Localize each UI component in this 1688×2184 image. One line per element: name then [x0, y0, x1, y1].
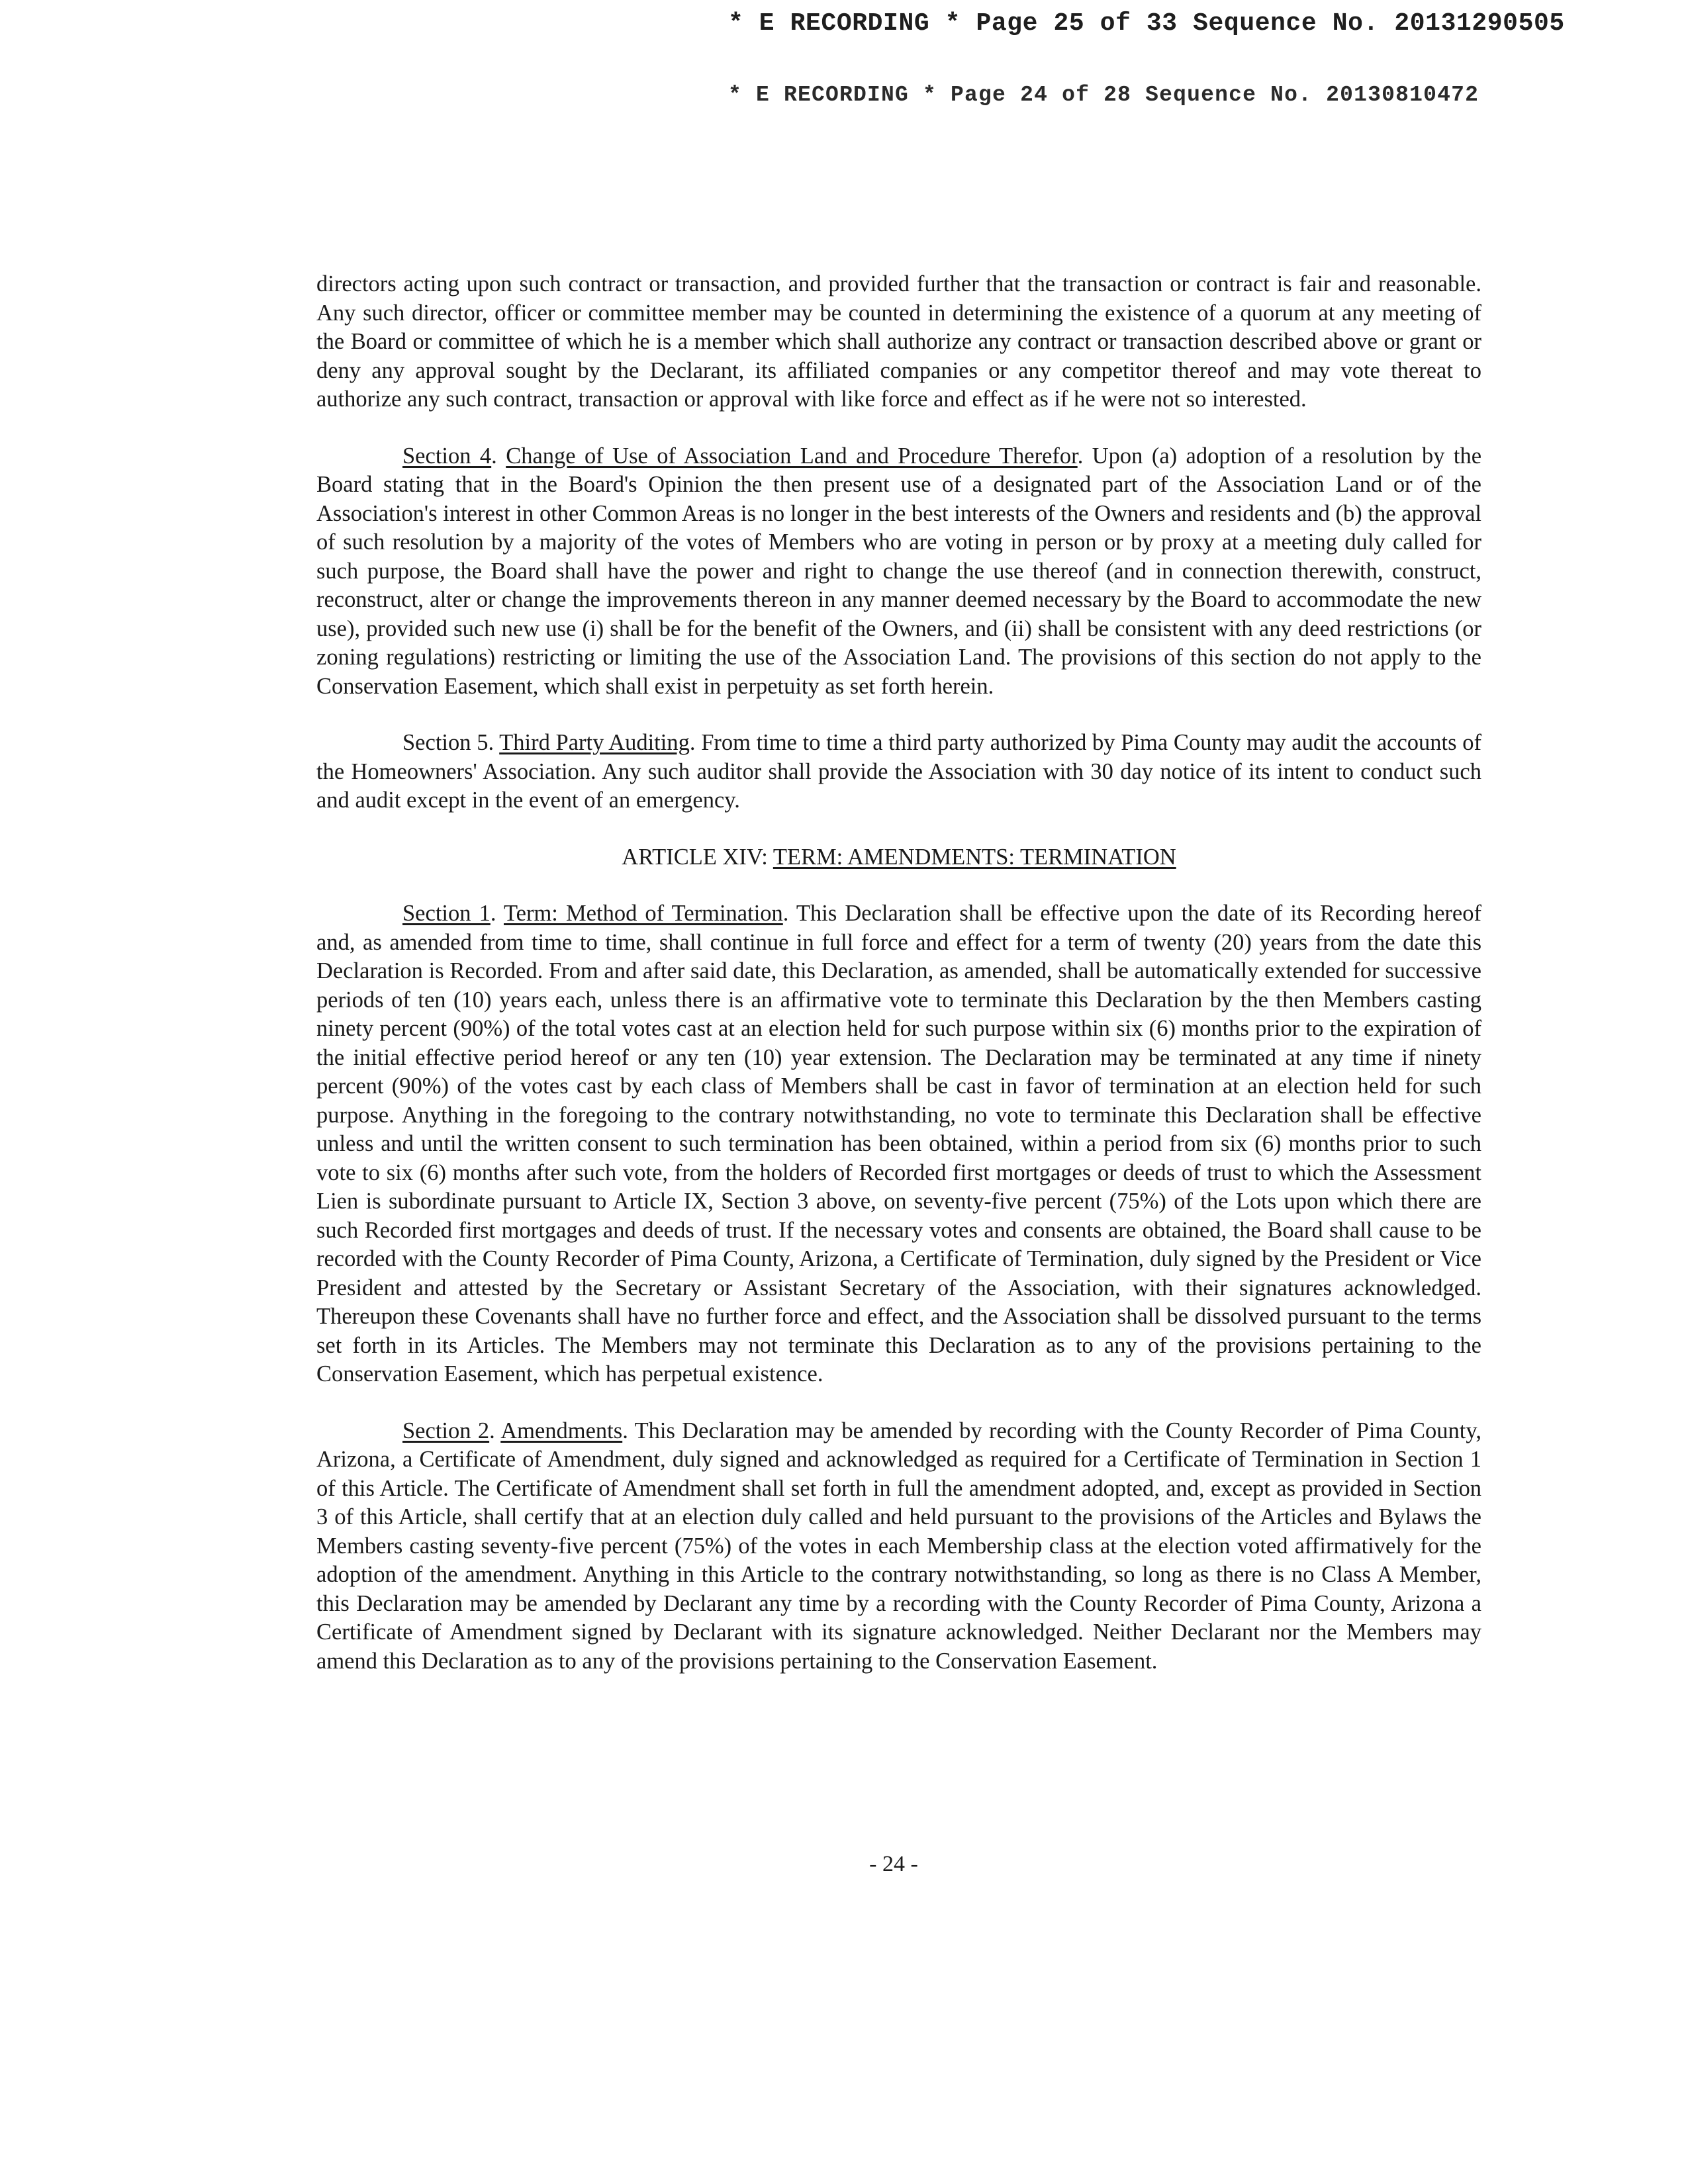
article-section-2-label: Section 2 [402, 1418, 490, 1443]
page-number: - 24 - [869, 1852, 918, 1876]
article-section-1-paragraph: Section 1. Term: Method of Termination. This Declaration shall be effective upon the date of its Recording hereof and, as amended from time to time, shall continue in full force and effect for a term of twenty (20) years from the date this Declaration is Recorded. From and after said date, this Declaration, as amended, shall be automatically extended for successive periods of ten (10) years each, unless there is an affirmative vote to terminate this Declaration by the then Members casting ninety percent (90%) of the total votes cast at an election held for such purpose within six (6) months prior to the expiration of the initial effective period hereof or any ten (10) year extension. The Declaration may be terminated at any time if ninety percent (90%) of the votes cast by each class of Members shall be cast in favor of termination at an election held for such purpose. Anything in the foregoing to the contrary notwithstanding, no vote to terminate this Declaration shall be effective unless and until the written consent to such termination has been obtained, within a period from six (6) months prior to such vote to six (6) months after such vote, from the holders of Recorded first mortgages or deeds of trust to which the Assessment Lien is subordinate pursuant to Article IX, Section 3 above, on seventy-five percent (75%) of the Lots upon which there are such Recorded first mortgages and deeds of trust. If the necessary votes and consents are obtained, the Board shall cause to be recorded with the County Recorder of Pima County, Arizona, a Certificate of Termination, duly signed by the President or Vice President and attested by the Secretary or Assistant Secretary of the Association, with their signatures acknowledged. Thereupon these Covenants shall have no further force and effect, and the Association shall be dissolved pursuant to the terms set forth in its Articles. The Members may not terminate this Declaration as to any of the provisions pertaining to the Conservation Easement, which has perpetual existence. [316, 901, 1481, 1387]
article-section-2-paragraph: Section 2. Amendments. This Declaration may be amended by recording with the County Recorder of Pima County, Arizona, a Certificate of Amendment, duly signed and acknowledged as required for a Certificate of Termination in Section 1 of this Article. The Certificate of Amendment shall set forth in full the amendment adopted, and, except as provided in Section 3 of this Article, shall certify that at an election duly called and held pursuant to the provisions of the Articles and Bylaws the Members casting seventy-five percent (75%) of the votes in each Membership class at the election voted affirmatively for the adoption of the amendment. Anything in this Article to the contrary notwithstanding, so long as there is no Class A Member, this Declaration may be amended by Declarant any time by a recording with the County Recorder of Pima County, Arizona a Certificate of Amendment signed by Declarant with its signature acknowledged. Neither Declarant nor the Members may amend this Declaration as to any of the provisions pertaining to the Conservation Easement. [316, 1418, 1481, 1674]
article-section-2-title: Amendments [500, 1418, 623, 1443]
section-4-text: Upon (a) adoption of a resolution by the Board stating that in the Board's Opinion the then present use of a designated part of the Association Land or of the Association's interest in other Common Areas is no longer in the best interests of the Owners and residents and (b) the approval of such resolution by a majority of the votes of Members who are voting in person or by proxy at a meeting duly called for such purpose, the Board shall have the power and right to change the use thereof (and in connection therewith, construct, reconstruct, alter or change the improvements thereon in any manner deemed necessary by the Board to accommodate the new use), provided such new use (i) shall be for the benefit of the Owners, and (ii) shall be consistent with any deed restrictions (or zoning regulations) restricting or limiting the use of the Association Land. The provisions of this section do not apply to the Conservation Easement, which shall exist in perpetuity as set forth herein. [316, 443, 1482, 699]
section-4-title: Change of Use of Association Land and Procedure Therefor [506, 443, 1078, 469]
recording-stamp-original: * E RECORDING * Page 24 of 28 Sequence No. 20130810472 [728, 83, 1479, 107]
section-5-text: From time to time a third party authorized by Pima County may audit the accounts of the Homeowners' Association. Any such auditor shall provide the Association with 30 day notice of its intent to conduct such and audit except in the event of an emergency. [316, 730, 1482, 813]
article-section-1-text: This Declaration shall be effective upon the date of its Recording hereof and, as amended from time to time, shall continue in full force and effect for a term of twenty (20) years from the date this Declaration is Recorded. From and after said date, this Declaration, as amended, shall be automatically extended for successive periods of ten (10) years each, unless there is an affirmative vote to terminate this Declaration by the then Members casting ninety percent (90%) of the total votes cast at an election held for such purpose within six (6) months prior to the expiration of the initial effective period hereof or any ten (10) year extension. The Declaration may be terminated at any time if ninety percent (90%) of the votes cast by each class of Members shall be cast in favor of termination at an election held for such purpose. Anything in the foregoing to the contrary notwithstanding, no vote to terminate this Declaration shall be effective unless and until the written consent to such termination has been obtained, within a period from six (6) months prior to such vote to six (6) months after such vote, from the holders of Recorded first mortgages or deeds of trust to which the Assessment Lien is subordinate pursuant to Article IX, Section 3 above, on seventy-five percent (75%) of the Lots upon which there are such Recorded first mortgages and deeds of trust. If the necessary votes and consents are obtained, the Board shall cause to be recorded with the County Recorder of Pima County, Arizona, a Certificate of Termination, duly signed by the President or Vice President and attested by the Secretary or Assistant Secretary of the Association, with their signatures acknowledged. Thereupon these Covenants shall have no further force and effect, and the Association shall be dissolved pursuant to the terms set forth in its Articles. The Members may not terminate this Declaration as to any of the provisions pertaining to the Conservation Easement, which has perpetual existence. [316, 901, 1481, 1387]
article-section-1-title: Term: Method of Termination [503, 901, 783, 926]
section-4-label: Section 4 [402, 443, 492, 469]
article-heading-title: TERM: AMENDMENTS: TERMINATION [773, 844, 1176, 870]
article-section-2-text: This Declaration may be amended by recording with the County Recorder of Pima County, Arizona, a Certificate of Amendment, duly signed and acknowledged as required for a Certificate of Termination in Section 1 of this Article. The Certificate of Amendment shall set forth in full the amendment adopted, and, except as provided in Section 3 of this Article, shall certify that at an election duly called and held pursuant to the provisions of the Articles and Bylaws the Members casting seventy-five percent (75%) of the votes in each Membership class at the election voted affirmatively for the adoption of the amendment. Anything in this Article to the contrary notwithstanding, so long as there is no Class A Member, this Declaration may be amended by Declarant any time by a recording with the County Recorder of Pima County, Arizona a Certificate of Amendment signed by Declarant with its signature acknowledged. Neither Declarant nor the Members may amend this Declaration as to any of the provisions pertaining to the Conservation Easement. [316, 1418, 1481, 1674]
intro-paragraph: directors acting upon such contract or transaction, and provided further that the transaction or contract is fair and reasonable. Any such director, officer or committee member may be counted in determining the existence of a quorum at any meeting of the Board or committee of which he is a member which shall authorize any contract or transaction described above or grant or deny any approval sought by the Declarant, its affiliated companies or any competitor thereof and may vote thereat to authorize any such contract, transaction or approval with like force and effect as if he were not so interested. [316, 271, 1481, 412]
article-heading-prefix: ARTICLE XIV: [622, 844, 773, 870]
section-5-paragraph: Section 5. Third Party Auditing. From time to time a third party authorized by Pima County may audit the accounts of the Homeowners' Association. Any such auditor shall provide the Association with 30 day notice of its intent to conduct such and audit except in the event of an emergency. [316, 730, 1482, 813]
article-heading [316, 843, 1481, 872]
recording-stamp-current: * E RECORDING * Page 25 of 33 Sequence No. 20131290505 [728, 9, 1565, 38]
document-body [316, 270, 1481, 1704]
article-section-1-label: Section 1 [402, 901, 491, 926]
section-5-title: Third Party Auditing [499, 730, 690, 755]
section-5-label: Section 5. [402, 730, 494, 755]
section-4-paragraph: Section 4. Change of Use of Association Land and Procedure Therefor. Upon (a) adoption of a resolution by the Board stating that in the Board's Opinion the then present use of a designated part of the Association Land or of the Association's interest in other Common Areas is no longer in the best interests of the Owners and residents and (b) the approval of such resolution by a majority of the votes of Members who are voting in person or by proxy at a meeting duly called for such purpose, the Board shall have the power and right to change the use thereof (and in connection therewith, construct, reconstruct, alter or change the improvements thereon in any manner deemed necessary by the Board to accommodate the new use), provided such new use (i) shall be for the benefit of the Owners, and (ii) shall be consistent with any deed restrictions (or zoning regulations) restricting or limiting the use of the Association Land. The provisions of this section do not apply to the Conservation Easement, which shall exist in perpetuity as set forth herein. [316, 443, 1482, 699]
